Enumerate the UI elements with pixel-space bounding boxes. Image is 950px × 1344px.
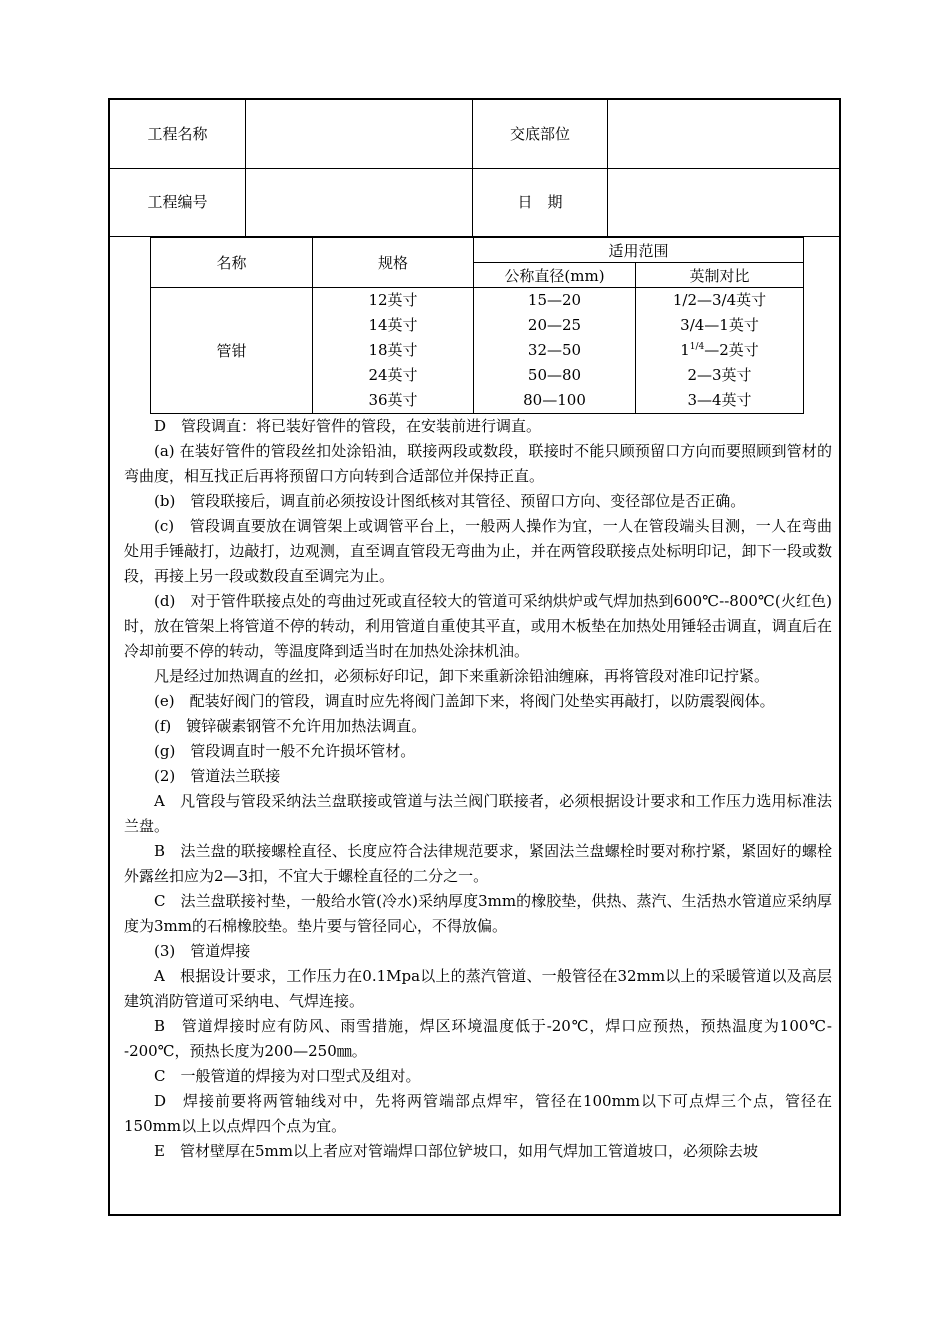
imperial-value: 1/2—3/4英寸 — [672, 291, 767, 309]
paragraph: E 管材壁厚在5mm以上者应对管端焊口部位铲坡口，如用气焊加工管道坡口，必须除去坡 — [154, 1142, 758, 1160]
location-label: 交底部位 — [509, 125, 570, 143]
spec-value: 12英寸 — [368, 291, 418, 309]
imperial-value: 3—4英寸 — [687, 391, 752, 409]
spec-value: 18英寸 — [368, 341, 418, 359]
spec-value: 36英寸 — [368, 391, 418, 409]
col-range-header: 适用范围 — [474, 238, 804, 263]
paragraph: D 焊接前要将两管轴线对中，先将两管端部点焊牢，管径在100mm以下可点焊三个点，管径在150mm以上以点焊四个点为宜。 — [124, 1092, 832, 1135]
header-divider — [245, 100, 246, 236]
nominal-value: 20—25 — [527, 316, 582, 334]
col-spec-header: 规格 — [313, 238, 474, 288]
imperial-value: 2—3英寸 — [687, 366, 752, 384]
paragraph: C 一般管道的焊接为对口型式及组对。 — [154, 1067, 421, 1085]
imperial-cell — [636, 288, 804, 414]
date-label: 日 期 — [517, 193, 563, 211]
header-divider — [607, 100, 608, 236]
spec-value: 14英寸 — [368, 316, 418, 334]
nominal-cell — [474, 288, 636, 414]
document-body — [124, 414, 832, 1164]
paragraph: B 法兰盘的联接螺栓直径、长度应符合法律规范要求，紧固法兰盘螺栓时要对称拧紧，紧固好的螺栓外露丝扣应为2—3扣，不宜大于螺栓直径的二分之一。 — [124, 842, 832, 885]
paragraph: A 根据设计要求，工作压力在0.1Mpa以上的蒸汽管道、一般管径在32mm以上的采暖管道以及高层建筑消防管道可采纳电、气焊连接。 — [124, 967, 832, 1010]
paragraph: (e) 配装好阀门的管段，调直时应先将阀门盖卸下来，将阀门处垫实再敲打，以防震裂阀体。 — [154, 692, 775, 710]
col-imperial-header: 英制对比 — [636, 263, 804, 288]
document-frame — [108, 98, 841, 1216]
paragraph: C 法兰盘联接衬垫，一般给水管(冷水)采纳厚度3mm的橡胶垫，供热、蒸汽、生活热水管道应采纳厚度为3mm的石棉橡胶垫。垫片要与管径同心，不得放偏。 — [124, 892, 832, 935]
col-nominal-header: 公称直径(mm) — [474, 263, 636, 288]
paragraph: (c) 管段调直要放在调管架上或调管平台上，一般两人操作为宜，一人在管段端头目测，一人在弯曲处用手锤敲打，边敲打，边观测，直至调直管段无弯曲为止，并在两管段联接点处标明印记，卸下一段或数段，再接上另一段或数段直至调完为止。 — [124, 517, 832, 585]
nominal-value: 80—100 — [523, 391, 586, 409]
nominal-value: 32—50 — [527, 341, 582, 359]
paragraph: (d) 对于管件联接点处的弯曲过死或直径较大的管道可采纳烘炉或气焊加热到600℃--800℃(火红色)时，放在管架上将管道不停的转动，利用管道自重使其平直，或用木板垫在加热处用锤轻击调直，调直后在冷却前要不停的转动，等温度降到适当时在加热处涂抹机油。 — [124, 592, 832, 660]
paragraph: D 管段调直：将已装好管件的管段，在安装前进行调直。 — [154, 417, 542, 435]
project-name-label: 工程名称 — [147, 125, 208, 143]
pipe-wrench-spec-table — [150, 237, 804, 414]
nominal-value: 15—20 — [527, 291, 582, 309]
paragraph: (a) 在装好管件的管段丝扣处涂铅油，联接两段或数段，联接时不能只顾预留口方向而要照顾到管材的弯曲度，相互找正后再将预留口方向转到合适部位并保持正直。 — [124, 442, 832, 485]
paragraph: A 凡管段与管段采纳法兰盘联接或管道与法兰阀门联接者，必须根据设计要求和工作压力选用标准法兰盘。 — [124, 792, 832, 835]
tool-name-cell: 管钳 — [151, 288, 313, 414]
spec-value: 24英寸 — [368, 366, 418, 384]
paragraph: B 管道焊接时应有防风、雨雪措施，焊区环境温度低于-20℃，焊口应预热，预热温度为100℃--200℃，预热长度为200—250㎜。 — [124, 1017, 832, 1060]
paragraph: (f) 镀锌碳素钢管不允许用加热法调直。 — [154, 717, 427, 735]
project-number-label: 工程编号 — [147, 193, 208, 211]
imperial-value: 3/4—1英寸 — [680, 316, 759, 334]
imperial-value: $1^{1/4}—2$英寸 — [680, 341, 759, 359]
paragraph: (b) 管段联接后，调直前必须按设计图纸核对其管径、预留口方向、变径部位是否正确。 — [154, 492, 746, 510]
section-heading: (3) 管道焊接 — [154, 942, 251, 960]
spec-cell — [313, 288, 474, 414]
paragraph: (g) 管段调直时一般不允许损坏管材。 — [154, 742, 416, 760]
section-heading: (2) 管道法兰联接 — [154, 767, 281, 785]
nominal-value: 50—80 — [527, 366, 582, 384]
paragraph: 凡是经过加热调直的丝扣，必须标好印记，卸下来重新涂铅油缠麻，再将管段对准印记拧紧。 — [154, 667, 770, 685]
col-name-header: 名称 — [151, 238, 313, 288]
